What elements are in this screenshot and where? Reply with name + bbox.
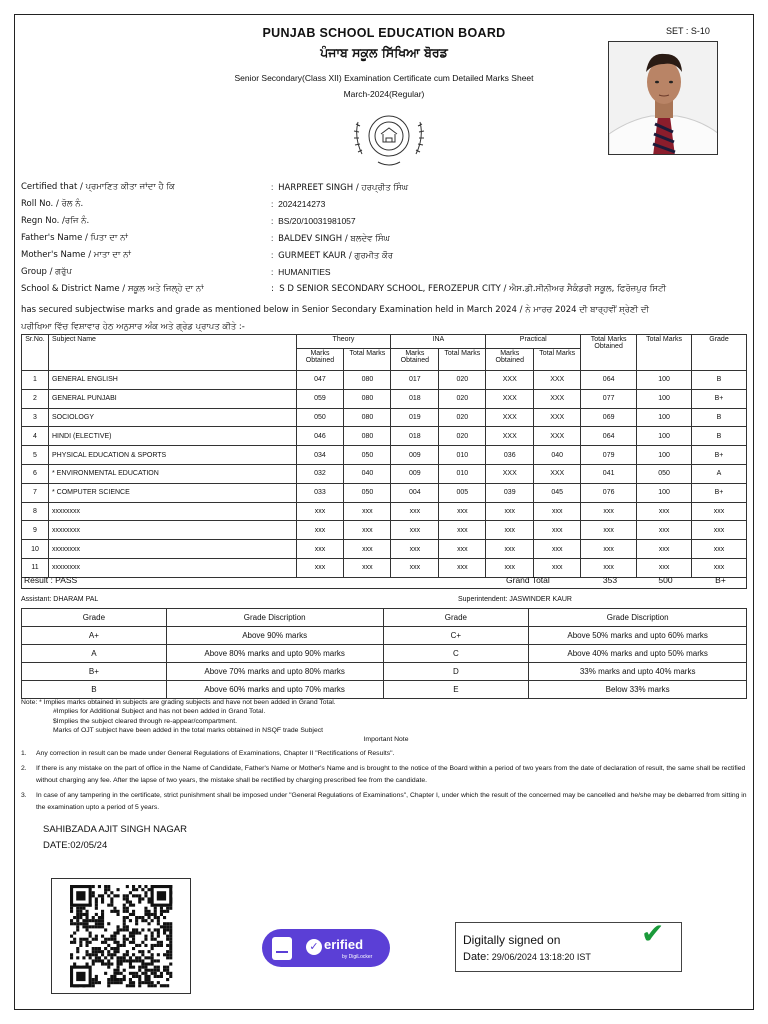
grade-cell: A [22, 645, 167, 663]
table-cell: 2 [22, 389, 49, 408]
col-header: INA [391, 335, 486, 349]
table-cell: 019 [391, 408, 439, 427]
candidate-photo [608, 41, 718, 155]
list-item: 3. In case of any tampering in the certificate, strict punishment shall be imposed under "General Regulations of Examinations", Chapter I, under which the result of the concerned may be cancelled and he/she may be debarred from sitting in the examination upto a period of 5 years. [21, 791, 747, 812]
grand-total-obtained: 353 [602, 575, 618, 585]
info-label: Regn No. /ਰਜਿ ਨੰ. [21, 216, 90, 226]
table-cell: PHYSICAL EDUCATION & SPORTS [48, 446, 296, 465]
grade-cell: C [383, 645, 529, 663]
table-cell: XXX [534, 389, 581, 408]
grade-cell: Above 70% marks and upto 80% marks [166, 663, 383, 681]
table-cell: B [692, 427, 747, 446]
verified-by: by DigiLocker [342, 954, 373, 960]
table-cell: xxx [439, 558, 486, 577]
document-icon [272, 937, 292, 960]
info-row-mother [21, 250, 751, 267]
table-cell: 032 [296, 464, 344, 483]
certificate-title: Senior Secondary(Class XII) Examination Certificate cum Detailed Marks Sheet [234, 73, 534, 83]
table-cell: A [692, 464, 747, 483]
table-cell: B [692, 371, 747, 390]
info-row-school [21, 284, 751, 301]
table-cell: xxx [391, 521, 439, 540]
info-row-father [21, 233, 751, 250]
table-row [22, 371, 747, 390]
info-value: : 2024214273 [271, 199, 326, 209]
table-cell: xxx [692, 502, 747, 521]
note-line: Marks of OJT subject have been added in the total marks obtained in NSQF trade Subject [53, 726, 324, 734]
board-seal-logo [348, 104, 430, 172]
table-cell: xxx [296, 521, 344, 540]
grand-total-marks: 500 [658, 575, 673, 585]
table-cell: 080 [344, 408, 391, 427]
table-row [22, 446, 747, 465]
table-cell: 100 [637, 427, 692, 446]
important-note-heading: Important Note [363, 736, 409, 744]
info-value: : S D SENIOR SECONDARY SCHOOL, FEROZEPUR CITY / ਐਸ.ਡੀ.ਸੀਨੀਅਰ ਸੈਕੰਡਰੀ ਸਕੂਲ, ਫਿਰੋਜ਼ਪੁਰ ਸਿਟੀ [271, 284, 667, 294]
info-row-name [21, 182, 751, 199]
grade-table [21, 608, 747, 699]
table-cell: 100 [637, 446, 692, 465]
grade-cell: Below 33% marks [529, 681, 747, 699]
table-row [22, 521, 747, 540]
table-cell: B [692, 408, 747, 427]
table-cell: 046 [296, 427, 344, 446]
note-line: $Implies the subject cleared through re-appear/compartment. [53, 717, 237, 725]
table-cell: 020 [439, 371, 486, 390]
table-cell: xxx [534, 540, 581, 559]
col-subheader: Total Marks [534, 349, 581, 371]
table-cell: 047 [296, 371, 344, 390]
grade-cell: B [22, 681, 167, 699]
table-cell: 079 [581, 446, 637, 465]
col-header: Practical [486, 335, 581, 349]
info-value: : HARPREET SINGH / ਹਰਪ੍ਰੀਤ ਸਿੰਘ [271, 182, 409, 193]
info-label: Certified that / ਪ੍ਰਮਾਣਿਤ ਕੀਤਾ ਜਾਂਦਾ ਹੈ ਕਿ [21, 182, 175, 192]
table-cell: B+ [692, 389, 747, 408]
info-label: Father's Name / ਪਿਤਾ ਦਾ ਨਾਂ [21, 233, 128, 243]
table-cell: xxx [637, 540, 692, 559]
grade-cell: Above 60% marks and upto 70% marks [166, 681, 383, 699]
table-cell: 040 [534, 446, 581, 465]
table-cell: 018 [391, 427, 439, 446]
table-cell: 018 [391, 389, 439, 408]
statement [21, 302, 751, 336]
info-row-roll [21, 199, 751, 216]
grade-cell: Above 90% marks [166, 627, 383, 645]
table-cell: XXX [486, 389, 534, 408]
marks-body [22, 371, 747, 578]
grade-row [22, 681, 747, 699]
grade-row [22, 645, 747, 663]
table-cell: XXX [486, 464, 534, 483]
table-cell: 11 [22, 558, 49, 577]
table-cell: 064 [581, 427, 637, 446]
table-cell: 050 [296, 408, 344, 427]
table-cell: xxx [637, 521, 692, 540]
table-cell: xxxxxxxx [48, 540, 296, 559]
grade-header: Grade Discription [166, 609, 383, 627]
table-cell: xxx [344, 521, 391, 540]
table-cell: 050 [637, 464, 692, 483]
table-cell: GENERAL ENGLISH [48, 371, 296, 390]
note-line: Note: * Implies marks obtained in subjects are grading subjects and have not been added in Grand Total. [21, 699, 336, 706]
table-cell: 010 [439, 446, 486, 465]
table-cell: xxx [534, 558, 581, 577]
result-status: Result : PASS [24, 575, 78, 585]
info-label: Mother's Name / ਮਾਤਾ ਦਾ ਨਾਂ [21, 250, 131, 260]
col-header: Theory [296, 335, 391, 349]
col-header: Subject Name [48, 335, 296, 371]
table-cell: 076 [581, 483, 637, 502]
table-cell: 050 [344, 446, 391, 465]
table-cell: 8 [22, 502, 49, 521]
grade-cell: D [383, 663, 529, 681]
table-cell: 036 [486, 446, 534, 465]
superintendent-name: Superintendent: JASWINDER KAUR [458, 596, 572, 603]
col-header: Total Marks [637, 335, 692, 371]
table-cell: XXX [534, 371, 581, 390]
table-cell: xxx [486, 558, 534, 577]
table-cell: xxx [344, 558, 391, 577]
digitally-signed-label: Digitally signed on [463, 933, 561, 947]
table-cell: 6 [22, 464, 49, 483]
grade-row [22, 663, 747, 681]
table-cell: xxx [486, 502, 534, 521]
assistant-name: Assistant: DHARAM PAL [21, 596, 99, 603]
green-check-icon: ✔ [641, 918, 665, 949]
table-cell: xxx [344, 540, 391, 559]
table-cell: xxx [486, 521, 534, 540]
grade-row [22, 627, 747, 645]
statement-line: has secured subjectwise marks and grade as mentioned below in Senior Secondary Examination held in March 2024 / ਨੇ ਮਾਰਚ 2024 ਦੀ ਬਾਰ੍ਹਵੀਂ ਸ਼੍ਰੇਣੀ ਦੀ [21, 305, 649, 315]
info-label: Roll No. / ਰੋਲ ਨੰ. [21, 199, 84, 209]
table-cell: XXX [486, 371, 534, 390]
table-row [22, 408, 747, 427]
table-cell: 009 [391, 464, 439, 483]
table-cell: 4 [22, 427, 49, 446]
col-subheader: Marks Obtained [486, 349, 534, 371]
table-cell: xxx [581, 521, 637, 540]
table-row [22, 540, 747, 559]
table-cell: 017 [391, 371, 439, 390]
issue-place: SAHIBZADA AJIT SINGH NAGAR [43, 824, 187, 835]
table-cell: xxx [296, 502, 344, 521]
table-row [22, 427, 747, 446]
table-cell: 5 [22, 446, 49, 465]
table-cell: xxx [439, 502, 486, 521]
grade-body [22, 627, 747, 699]
table-cell: 040 [344, 464, 391, 483]
table-cell: 3 [22, 408, 49, 427]
grade-cell: Above 50% marks and upto 60% marks [529, 627, 747, 645]
important-notes-list [21, 748, 747, 817]
table-cell: xxx [486, 540, 534, 559]
list-item: 1. Any correction in result can be made under General Regulations of Examinations, Chapter II "Rectifications of Results". [21, 750, 395, 757]
table-cell: 064 [581, 371, 637, 390]
table-cell: 020 [439, 408, 486, 427]
board-name-punjabi: ਪੰਜਾਬ ਸਕੂਲ ਸਿੱਖਿਆ ਬੋਰਡ [320, 45, 448, 60]
table-cell: 050 [344, 483, 391, 502]
table-cell: 041 [581, 464, 637, 483]
notes [21, 698, 751, 744]
table-cell: 039 [486, 483, 534, 502]
table-cell: xxxxxxxx [48, 521, 296, 540]
info-label: School & District Name / ਸਕੂਲ ਅਤੇ ਜਿਲ੍ਹੇ ਦਾ ਨਾਂ [21, 284, 204, 294]
table-cell: xxxxxxxx [48, 558, 296, 577]
header-row [22, 335, 747, 349]
info-value: : BALDEV SINGH / ਬਲਦੇਵ ਸਿੰਘ [271, 233, 390, 244]
table-cell: 080 [344, 427, 391, 446]
set-number: SET : S-10 [666, 26, 710, 36]
table-cell: xxx [581, 540, 637, 559]
table-cell: 100 [637, 371, 692, 390]
table-cell: xxx [637, 558, 692, 577]
grade-cell: E [383, 681, 529, 699]
table-cell: xxxxxxxx [48, 502, 296, 521]
statement-line: ਪਰੀਖਿਆ ਵਿੱਚ ਵਿਸ਼ਾਵਾਰ ਹੇਠ ਅਨੁਸਾਰ ਅੰਕ ਅਤੇ ਗ੍ਰੇਡ ਪ੍ਰਾਪਤ ਕੀਤੇ :- [21, 322, 245, 332]
table-cell: xxx [581, 502, 637, 521]
note-line: #Implies for Additional Subject and has not been added in Grand Total. [53, 708, 266, 716]
table-cell: HINDI (ELECTIVE) [48, 427, 296, 446]
table-cell: 034 [296, 446, 344, 465]
table-cell: XXX [534, 464, 581, 483]
table-cell: 005 [439, 483, 486, 502]
marks-table [21, 334, 747, 578]
grade-header: Grade Discription [529, 609, 747, 627]
table-cell: 033 [296, 483, 344, 502]
info-row-regn [21, 216, 751, 233]
result-row [21, 574, 747, 589]
grade-cell: C+ [383, 627, 529, 645]
table-cell: 100 [637, 483, 692, 502]
table-cell: 004 [391, 483, 439, 502]
table-cell: 010 [439, 464, 486, 483]
candidate-details [21, 182, 751, 301]
list-item: 2. If there is any mistake on the part of office in the Name of Candidate, Father's Name or Mother's Name and is brought to the notice of the Board within a period of two years from the date of declaration of result, the same shall be rectified without charging any fee. After the lapse of two years, the mistake shall be rectified by charging prescribed fee from the candidate. [21, 764, 746, 785]
table-cell: xxx [637, 502, 692, 521]
table-cell: * ENVIRONMENTAL EDUCATION [48, 464, 296, 483]
table-cell: * COMPUTER SCIENCE [48, 483, 296, 502]
verified-text: erified [324, 937, 364, 952]
table-cell: xxx [692, 521, 747, 540]
grade-header: Grade [383, 609, 529, 627]
table-row [22, 483, 747, 502]
col-subheader: Marks Obtained [296, 349, 344, 371]
col-header: Total Marks Obtained [581, 335, 637, 371]
table-cell: 7 [22, 483, 49, 502]
info-value: : GURMEET KAUR / ਗੁਰਮੀਤ ਕੌਰ [271, 250, 393, 261]
table-cell: xxx [534, 521, 581, 540]
info-value: : BS/20/10031981057 [271, 216, 356, 226]
grand-total-grade: B+ [715, 575, 726, 585]
col-subheader: Marks Obtained [391, 349, 439, 371]
col-subheader: Total Marks [344, 349, 391, 371]
grade-cell: Above 80% marks and upto 90% marks [166, 645, 383, 663]
table-cell: xxx [391, 502, 439, 521]
grade-header: Grade [22, 609, 167, 627]
issue-date: DATE:02/05/24 [43, 840, 108, 851]
table-cell: 100 [637, 408, 692, 427]
table-cell: 059 [296, 389, 344, 408]
table-cell: xxx [344, 502, 391, 521]
table-cell: 077 [581, 389, 637, 408]
table-cell: SOCIOLOGY [48, 408, 296, 427]
grade-cell: Above 40% marks and upto 50% marks [529, 645, 747, 663]
grade-cell: B+ [22, 663, 167, 681]
table-cell: 020 [439, 427, 486, 446]
table-cell: 045 [534, 483, 581, 502]
table-row [22, 389, 747, 408]
col-header: Sr.No. [22, 335, 49, 371]
table-row [22, 464, 747, 483]
grade-cell: 33% marks and upto 40% marks [529, 663, 747, 681]
table-cell: xxx [391, 558, 439, 577]
info-value: : HUMANITIES [271, 267, 331, 277]
digilocker-verified-badge [262, 929, 390, 967]
grade-header-row [22, 609, 747, 627]
info-label: Group / ਗਰੁੱਪ [21, 267, 72, 277]
table-cell: xxx [692, 558, 747, 577]
table-cell: GENERAL PUNJABI [48, 389, 296, 408]
table-cell: 100 [637, 389, 692, 408]
table-cell: xxx [439, 521, 486, 540]
table-cell: xxx [296, 558, 344, 577]
table-cell: XXX [486, 427, 534, 446]
table-cell: 9 [22, 521, 49, 540]
table-cell: xxx [581, 558, 637, 577]
grand-total-label: Grand Total [506, 575, 550, 585]
check-circle-icon: ✓ [306, 939, 322, 955]
table-cell: B+ [692, 446, 747, 465]
exam-session: March-2024(Regular) [343, 89, 425, 99]
table-cell: 10 [22, 540, 49, 559]
grade-cell: A+ [22, 627, 167, 645]
board-name: PUNJAB SCHOOL EDUCATION BOARD [262, 26, 506, 40]
col-subheader: Total Marks [439, 349, 486, 371]
table-cell: XXX [534, 408, 581, 427]
table-cell: xxx [439, 540, 486, 559]
info-row-group [21, 267, 751, 284]
table-cell: xxx [391, 540, 439, 559]
table-cell: 020 [439, 389, 486, 408]
table-cell: XXX [534, 427, 581, 446]
table-cell: 1 [22, 371, 49, 390]
qr-code [51, 878, 191, 994]
table-cell: xxx [534, 502, 581, 521]
table-cell: 009 [391, 446, 439, 465]
table-cell: 080 [344, 371, 391, 390]
signature-date: Date: 29/06/2024 13:18:20 IST [463, 951, 591, 963]
table-row [22, 502, 747, 521]
table-cell: B+ [692, 483, 747, 502]
table-cell: xxx [692, 540, 747, 559]
col-header: Grade [692, 335, 747, 371]
table-cell: xxx [296, 540, 344, 559]
table-cell: 080 [344, 389, 391, 408]
table-cell: 069 [581, 408, 637, 427]
table-cell: XXX [486, 408, 534, 427]
